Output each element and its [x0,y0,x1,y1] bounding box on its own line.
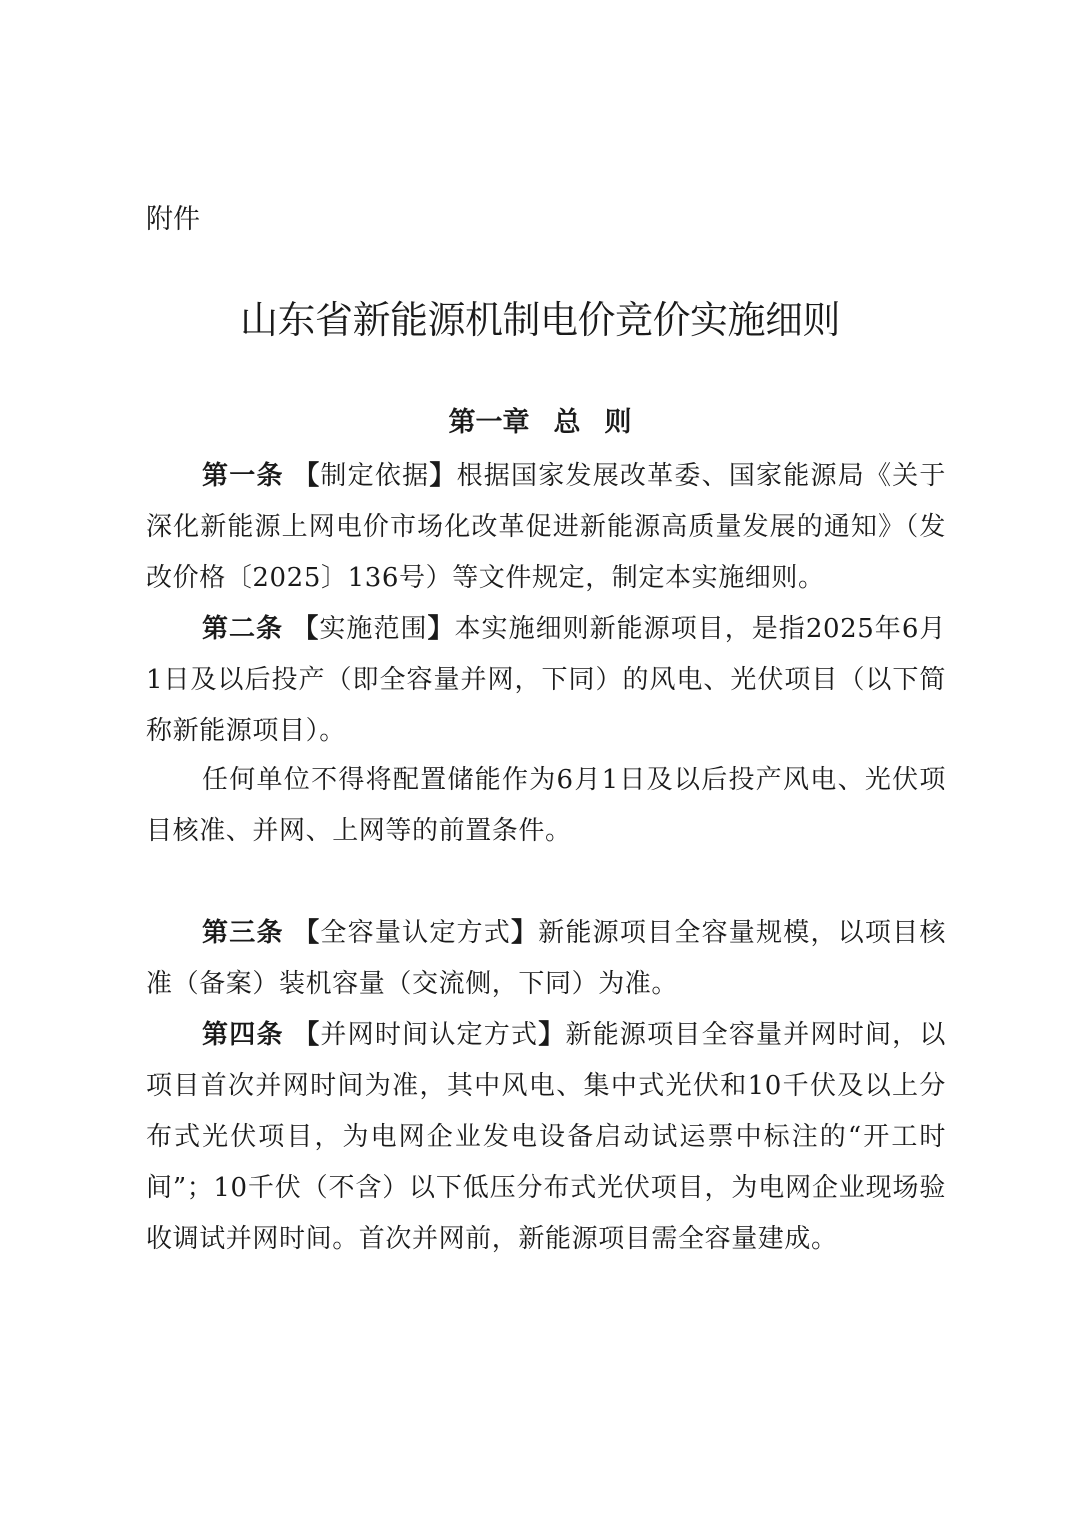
article-4 [146,1010,946,1265]
bracket-close: 】 [427,614,455,644]
article-1 [146,451,946,604]
bracket-open: 【 [293,1020,321,1050]
chapter-name-2: 则 [604,407,632,438]
article-2-paragraph-2: 任何单位不得将配置储能作为6月1日及以后投产风电、光伏项目核准、并网、上网等的前置条件。 [146,765,946,846]
bracket-close: 】 [429,461,457,491]
document-title: 山东省新能源机制电价竞价实施细则 [239,298,840,342]
article-heading: 实施范围 [319,614,428,644]
article-text: 本实施细则新能源项目，是指2025年6月1日及以后投产（即全容量并网，下同）的风电、光伏项目（以下简称新能源项目）。 [146,614,946,746]
article-number: 第二条 [202,614,284,644]
article-text: 根据国家发展改革委、国家能源局《关于深化新能源上网电价市场化改革促进新能源高质量发展的通知》（发改价格〔2025〕136号）等文件规定，制定本实施细则。 [146,461,946,593]
article-heading: 制定依据 [320,461,430,491]
bracket-open: 【 [293,918,321,948]
article-text: 新能源项目全容量并网时间，以项目首次并网时间为准，其中风电、集中式光伏和10千伏及以上分布式光伏项目，为电网企业发电设备启动试运票中标注的“开工时间”；10千伏（不含）以下低压分布式光伏项目，为电网企业现场验收调试并网时间。首次并网前，新能源项目需全容量建成。 [146,1020,946,1254]
article-number: 第四条 [202,1020,284,1050]
article-heading: 并网时间认定方式 [320,1020,539,1050]
article-3 [146,908,946,1010]
chapter-name-1: 总 [553,407,581,438]
chapter-heading [0,400,1080,446]
article-number: 第一条 [202,461,284,491]
bracket-open: 【 [292,614,320,644]
article-text: 新能源项目全容量规模，以项目核准（备案）装机容量（交流侧，下同）为准。 [146,918,946,999]
bracket-close: 】 [538,1020,566,1050]
article-number: 第三条 [202,918,284,948]
chapter-number: 第一章 [448,407,530,438]
attachment-label: 附件 [146,204,200,235]
bracket-close: 】 [511,918,539,948]
bracket-open: 【 [293,461,321,491]
article-heading: 全容量认定方式 [320,918,511,948]
article-2 [146,604,946,757]
